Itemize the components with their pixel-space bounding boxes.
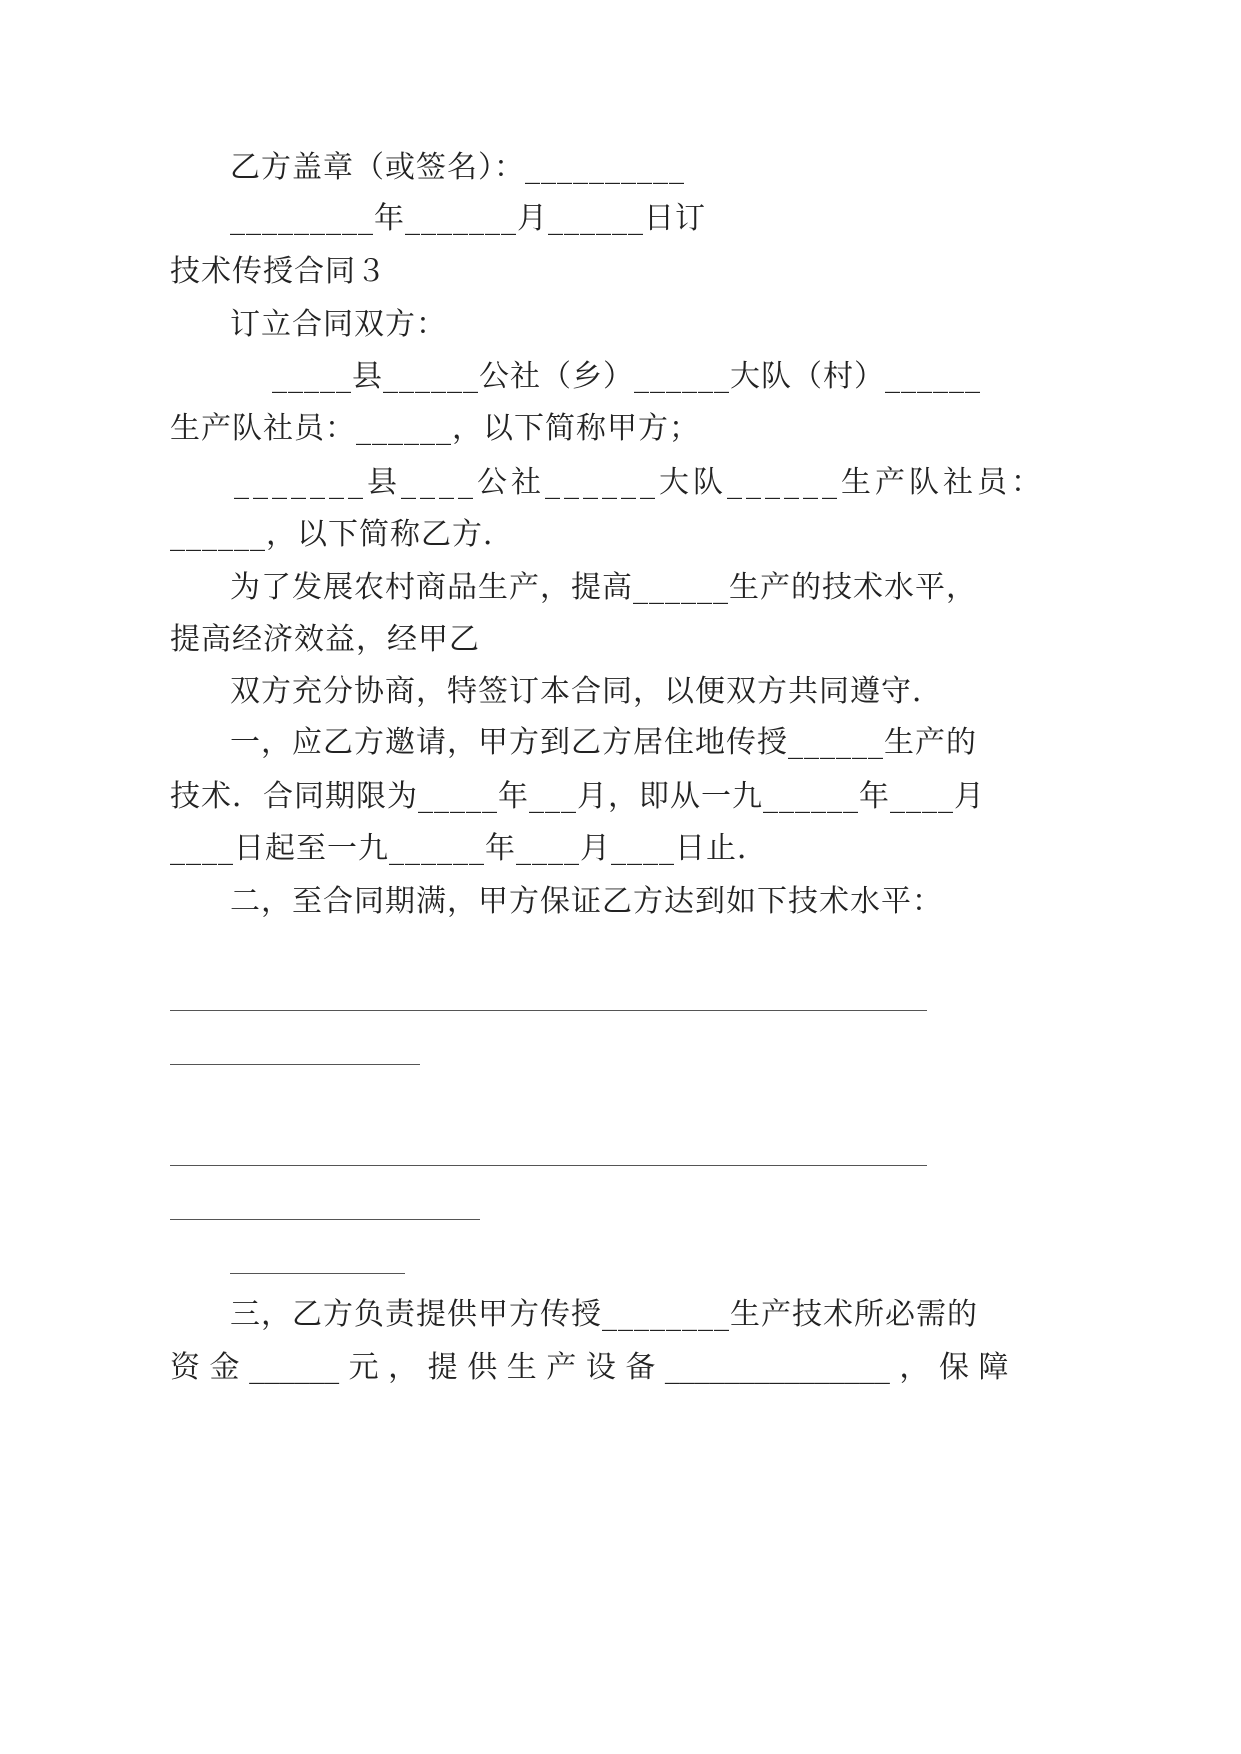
clause-3-line-1: 三，乙方负责提供甲方传授________生产技术所必需的 (230, 1297, 978, 1332)
purpose-paragraph-line-3: 双方充分协商，特签订本合同，以便双方共同遵守． (230, 674, 943, 709)
clause-1-line-1: 一，应乙方邀请，甲方到乙方居住地传授______生产的 (230, 725, 977, 760)
clause-2-line-1: 二，至合同期满，甲方保证乙方达到如下技术水平： (230, 884, 943, 919)
purpose-paragraph-line-1: 为了发展农村商品生产，提高______生产的技术水平， (230, 570, 977, 605)
blank-rule-2 (170, 1064, 420, 1065)
blank-rule-1 (170, 1010, 927, 1011)
party-b-member-line: ______，以下简称乙方． (170, 517, 514, 552)
blank-rule-4 (170, 1219, 480, 1220)
parties-heading: 订立合同双方： (230, 307, 447, 342)
party-b-signature-line: 乙方盖章（或签名）：__________ (230, 150, 685, 185)
purpose-paragraph-line-2: 提高经济效益，经甲乙 (170, 622, 480, 657)
clause-3-line-2: 资 金 ______ 元 ， 提 供 生 产 设 备 _______________ ， 保 障 (170, 1350, 1009, 1385)
blank-rule-5 (230, 1273, 405, 1274)
clause-1-line-2: 技术．合同期限为_____年___月，即从一九______年____月 (170, 779, 985, 814)
contract-title: 技术传授合同３ (170, 254, 387, 289)
party-a-member-line: 生产队社员：______，以下简称甲方； (170, 411, 700, 446)
party-b-address-line: _______县____公社______大队______生产队社员： (234, 465, 1045, 500)
party-a-address-line: _____县______公社（乡）______大队（村）______ (272, 359, 981, 394)
signing-date-line: _________年_______月______日订 (230, 201, 706, 236)
clause-1-line-3: ____日起至一九______年____月____日止． (170, 831, 768, 866)
blank-rule-3 (170, 1165, 927, 1166)
